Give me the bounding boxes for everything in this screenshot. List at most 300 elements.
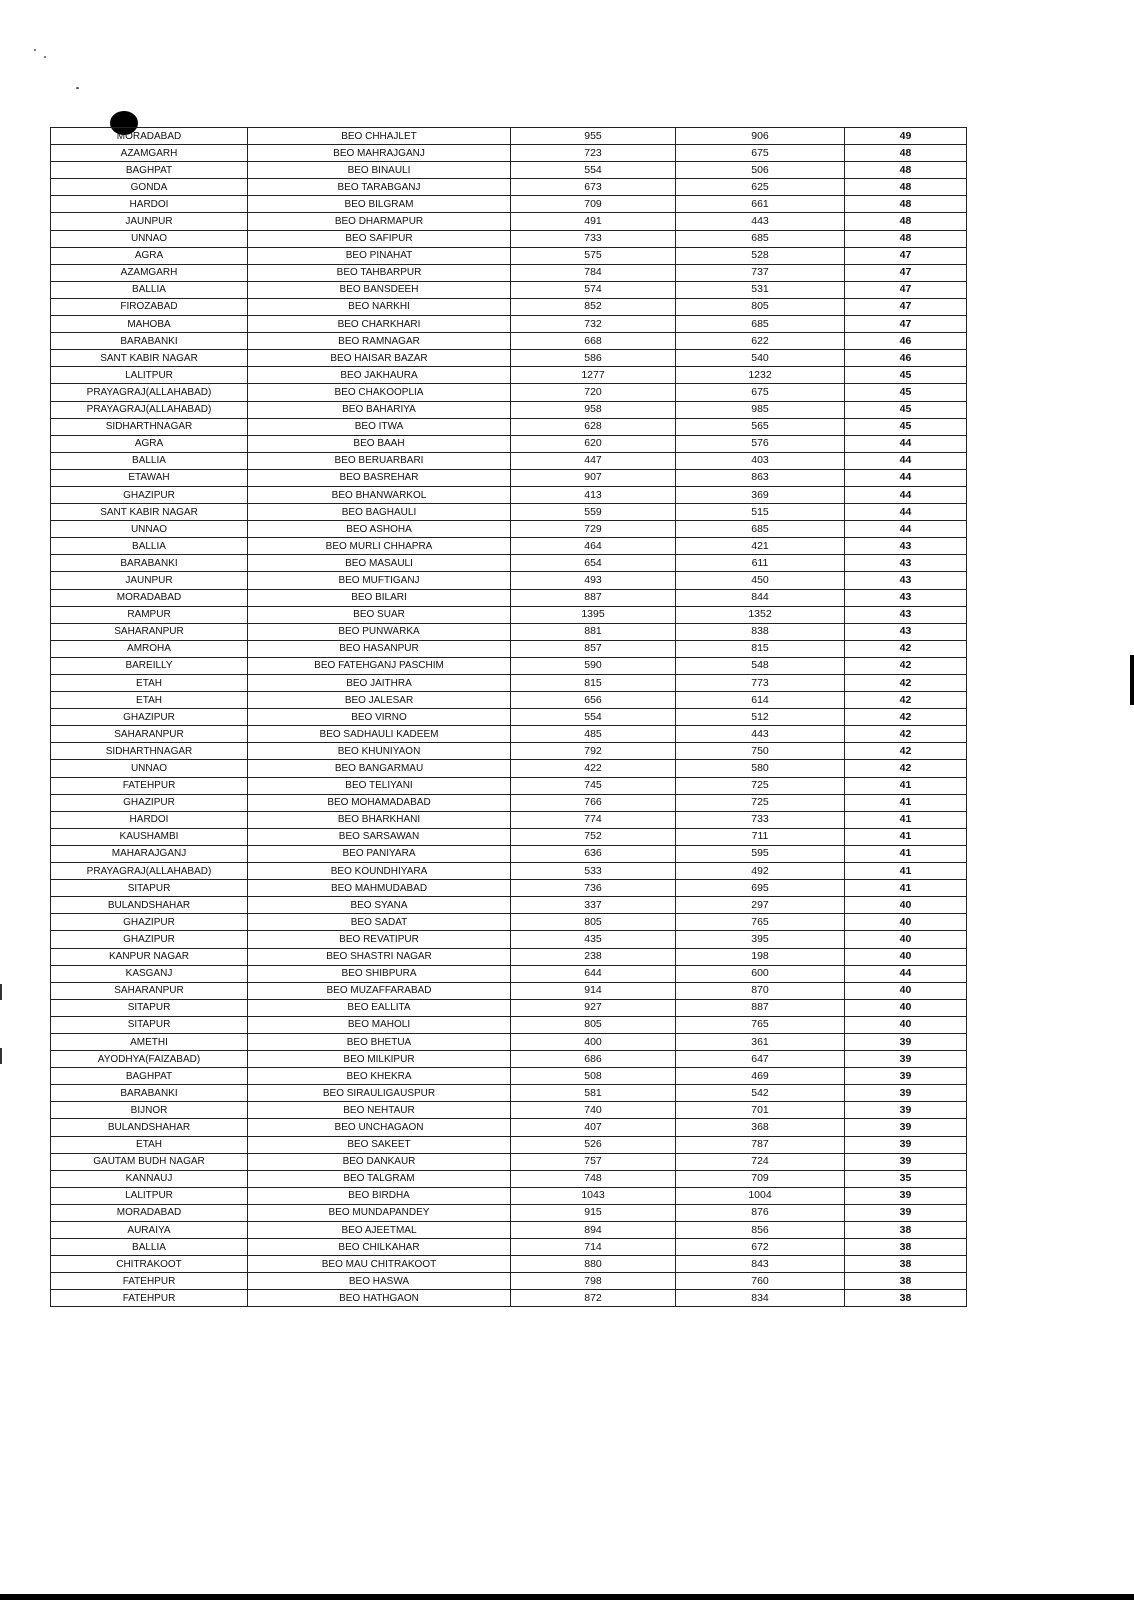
difference-cell: 41 bbox=[845, 811, 967, 828]
value-b-cell: 838 bbox=[676, 623, 845, 640]
block-cell: BEO CHARKHARI bbox=[248, 316, 511, 333]
table-row bbox=[51, 213, 967, 230]
value-a-cell: 668 bbox=[511, 333, 676, 350]
table-row bbox=[51, 794, 967, 811]
table-row bbox=[51, 435, 967, 452]
district-cell: GAUTAM BUDH NAGAR bbox=[51, 1153, 248, 1170]
block-cell: BEO MURLI CHHAPRA bbox=[248, 538, 511, 555]
district-cell: GHAZIPUR bbox=[51, 931, 248, 948]
block-cell: BEO MILKIPUR bbox=[248, 1051, 511, 1068]
table-row bbox=[51, 555, 967, 572]
difference-cell: 39 bbox=[845, 1085, 967, 1102]
block-cell: BEO TARABGANJ bbox=[248, 179, 511, 196]
district-cell: ETAH bbox=[51, 692, 248, 709]
difference-cell: 39 bbox=[845, 1187, 967, 1204]
district-cell: CHITRAKOOT bbox=[51, 1256, 248, 1273]
value-a-cell: 745 bbox=[511, 777, 676, 794]
table-row bbox=[51, 1239, 967, 1256]
value-b-cell: 685 bbox=[676, 521, 845, 538]
table-row bbox=[51, 606, 967, 623]
value-b-cell: 805 bbox=[676, 298, 845, 315]
value-a-cell: 554 bbox=[511, 709, 676, 726]
district-cell: KANPUR NAGAR bbox=[51, 948, 248, 965]
block-cell: BEO BILARI bbox=[248, 589, 511, 606]
value-a-cell: 1395 bbox=[511, 606, 676, 623]
value-a-cell: 955 bbox=[511, 128, 676, 145]
value-b-cell: 725 bbox=[676, 777, 845, 794]
value-a-cell: 740 bbox=[511, 1102, 676, 1119]
district-cell: BALLIA bbox=[51, 1239, 248, 1256]
district-cell: PRAYAGRAJ(ALLAHABAD) bbox=[51, 863, 248, 880]
block-cell: BEO SYANA bbox=[248, 897, 511, 914]
block-cell: BEO KOUNDHIYARA bbox=[248, 863, 511, 880]
value-a-cell: 709 bbox=[511, 196, 676, 213]
value-b-cell: 647 bbox=[676, 1051, 845, 1068]
difference-cell: 44 bbox=[845, 452, 967, 469]
value-b-cell: 297 bbox=[676, 897, 845, 914]
value-a-cell: 464 bbox=[511, 538, 676, 555]
difference-cell: 46 bbox=[845, 350, 967, 367]
district-cell: AZAMGARH bbox=[51, 264, 248, 281]
difference-cell: 48 bbox=[845, 196, 967, 213]
value-b-cell: 876 bbox=[676, 1204, 845, 1221]
district-cell: SAHARANPUR bbox=[51, 982, 248, 999]
difference-cell: 39 bbox=[845, 1102, 967, 1119]
difference-cell: 43 bbox=[845, 572, 967, 589]
value-b-cell: 580 bbox=[676, 760, 845, 777]
block-cell: BEO AJEETMAL bbox=[248, 1222, 511, 1239]
table-row bbox=[51, 982, 967, 999]
table-row bbox=[51, 880, 967, 897]
value-b-cell: 843 bbox=[676, 1256, 845, 1273]
value-b-cell: 844 bbox=[676, 589, 845, 606]
value-a-cell: 815 bbox=[511, 675, 676, 692]
block-cell: BEO MAU CHITRAKOOT bbox=[248, 1256, 511, 1273]
table-row bbox=[51, 897, 967, 914]
value-a-cell: 407 bbox=[511, 1119, 676, 1136]
table-row bbox=[51, 230, 967, 247]
district-cell: BAREILLY bbox=[51, 657, 248, 674]
difference-cell: 45 bbox=[845, 418, 967, 435]
table-row bbox=[51, 384, 967, 401]
block-cell: BEO BANGARMAU bbox=[248, 760, 511, 777]
district-cell: ETAH bbox=[51, 675, 248, 692]
district-cell: BIJNOR bbox=[51, 1102, 248, 1119]
table-row bbox=[51, 1273, 967, 1290]
table-row bbox=[51, 1170, 967, 1187]
value-b-cell: 773 bbox=[676, 675, 845, 692]
value-a-cell: 491 bbox=[511, 213, 676, 230]
value-a-cell: 413 bbox=[511, 486, 676, 503]
block-cell: BEO BHANWARKOL bbox=[248, 486, 511, 503]
block-cell: BEO MAHOLI bbox=[248, 1016, 511, 1033]
value-b-cell: 725 bbox=[676, 794, 845, 811]
difference-cell: 39 bbox=[845, 1204, 967, 1221]
block-cell: BEO SIRAULIGAUSPUR bbox=[248, 1085, 511, 1102]
value-b-cell: 887 bbox=[676, 999, 845, 1016]
value-a-cell: 400 bbox=[511, 1033, 676, 1050]
block-cell: BEO PANIYARA bbox=[248, 845, 511, 862]
value-a-cell: 798 bbox=[511, 1273, 676, 1290]
value-a-cell: 757 bbox=[511, 1153, 676, 1170]
block-cell: BEO HATHGAON bbox=[248, 1290, 511, 1307]
table-row bbox=[51, 1068, 967, 1085]
difference-cell: 38 bbox=[845, 1239, 967, 1256]
value-b-cell: 576 bbox=[676, 435, 845, 452]
difference-cell: 35 bbox=[845, 1170, 967, 1187]
district-cell: BAGHPAT bbox=[51, 1068, 248, 1085]
table-row bbox=[51, 162, 967, 179]
table-row bbox=[51, 914, 967, 931]
value-b-cell: 542 bbox=[676, 1085, 845, 1102]
value-b-cell: 1352 bbox=[676, 606, 845, 623]
block-cell: BEO CHILKAHAR bbox=[248, 1239, 511, 1256]
difference-cell: 38 bbox=[845, 1256, 967, 1273]
value-b-cell: 368 bbox=[676, 1119, 845, 1136]
table-row bbox=[51, 281, 967, 298]
value-a-cell: 574 bbox=[511, 281, 676, 298]
block-cell: BEO JAITHRA bbox=[248, 675, 511, 692]
scan-edge-mark bbox=[0, 1048, 2, 1064]
district-cell: UNNAO bbox=[51, 760, 248, 777]
value-a-cell: 723 bbox=[511, 145, 676, 162]
difference-cell: 45 bbox=[845, 401, 967, 418]
value-b-cell: 695 bbox=[676, 880, 845, 897]
value-b-cell: 443 bbox=[676, 213, 845, 230]
value-a-cell: 752 bbox=[511, 828, 676, 845]
value-b-cell: 361 bbox=[676, 1033, 845, 1050]
value-a-cell: 559 bbox=[511, 504, 676, 521]
value-b-cell: 685 bbox=[676, 230, 845, 247]
value-b-cell: 622 bbox=[676, 333, 845, 350]
difference-cell: 47 bbox=[845, 247, 967, 264]
block-cell: BEO REVATIPUR bbox=[248, 931, 511, 948]
district-cell: GHAZIPUR bbox=[51, 914, 248, 931]
district-cell: AMETHI bbox=[51, 1033, 248, 1050]
block-cell: BEO ITWA bbox=[248, 418, 511, 435]
table-row bbox=[51, 931, 967, 948]
difference-cell: 39 bbox=[845, 1136, 967, 1153]
block-cell: BEO ASHOHA bbox=[248, 521, 511, 538]
value-b-cell: 540 bbox=[676, 350, 845, 367]
difference-cell: 49 bbox=[845, 128, 967, 145]
difference-cell: 41 bbox=[845, 863, 967, 880]
table-row bbox=[51, 179, 967, 196]
table-row bbox=[51, 811, 967, 828]
value-a-cell: 907 bbox=[511, 469, 676, 486]
value-b-cell: 512 bbox=[676, 709, 845, 726]
table-row bbox=[51, 264, 967, 281]
block-cell: BEO BHETUA bbox=[248, 1033, 511, 1050]
value-b-cell: 625 bbox=[676, 179, 845, 196]
district-cell: AMROHA bbox=[51, 640, 248, 657]
table-row bbox=[51, 145, 967, 162]
block-cell: BEO KHEKRA bbox=[248, 1068, 511, 1085]
value-a-cell: 732 bbox=[511, 316, 676, 333]
difference-cell: 43 bbox=[845, 606, 967, 623]
difference-cell: 48 bbox=[845, 213, 967, 230]
difference-cell: 47 bbox=[845, 316, 967, 333]
value-b-cell: 906 bbox=[676, 128, 845, 145]
block-cell: BEO BIRDHA bbox=[248, 1187, 511, 1204]
scan-edge-mark bbox=[1130, 655, 1134, 705]
table-row bbox=[51, 1153, 967, 1170]
district-cell: BALLIA bbox=[51, 538, 248, 555]
value-a-cell: 485 bbox=[511, 726, 676, 743]
value-b-cell: 443 bbox=[676, 726, 845, 743]
district-cell: FATEHPUR bbox=[51, 777, 248, 794]
block-cell: BEO MAHMUDABAD bbox=[248, 880, 511, 897]
value-a-cell: 852 bbox=[511, 298, 676, 315]
difference-cell: 42 bbox=[845, 675, 967, 692]
block-cell: BEO BAGHAULI bbox=[248, 504, 511, 521]
difference-cell: 42 bbox=[845, 709, 967, 726]
district-cell: UNNAO bbox=[51, 230, 248, 247]
value-a-cell: 881 bbox=[511, 623, 676, 640]
value-b-cell: 492 bbox=[676, 863, 845, 880]
table-row bbox=[51, 521, 967, 538]
block-cell: BEO SARSAWAN bbox=[248, 828, 511, 845]
table-row bbox=[51, 726, 967, 743]
block-cell: BEO MUZAFFARABAD bbox=[248, 982, 511, 999]
block-cell: BEO FATEHGANJ PASCHIM bbox=[248, 657, 511, 674]
block-cell: BEO SADAT bbox=[248, 914, 511, 931]
difference-cell: 38 bbox=[845, 1273, 967, 1290]
value-b-cell: 421 bbox=[676, 538, 845, 555]
block-cell: BEO TAHBARPUR bbox=[248, 264, 511, 281]
block-cell: BEO MOHAMADABAD bbox=[248, 794, 511, 811]
district-cell: SITAPUR bbox=[51, 1016, 248, 1033]
district-cell: SITAPUR bbox=[51, 880, 248, 897]
difference-cell: 40 bbox=[845, 948, 967, 965]
value-a-cell: 792 bbox=[511, 743, 676, 760]
value-b-cell: 469 bbox=[676, 1068, 845, 1085]
difference-cell: 43 bbox=[845, 555, 967, 572]
district-cell: SAHARANPUR bbox=[51, 623, 248, 640]
value-a-cell: 736 bbox=[511, 880, 676, 897]
value-b-cell: 724 bbox=[676, 1153, 845, 1170]
district-cell: GONDA bbox=[51, 179, 248, 196]
district-cell: JAUNPUR bbox=[51, 572, 248, 589]
value-a-cell: 435 bbox=[511, 931, 676, 948]
block-cell: BEO SAKEET bbox=[248, 1136, 511, 1153]
table-row bbox=[51, 128, 967, 145]
table-row bbox=[51, 640, 967, 657]
table-row bbox=[51, 469, 967, 486]
difference-cell: 44 bbox=[845, 521, 967, 538]
value-a-cell: 686 bbox=[511, 1051, 676, 1068]
table-row bbox=[51, 247, 967, 264]
scan-bottom-edge bbox=[0, 1594, 1134, 1600]
block-cell: BEO UNCHAGAON bbox=[248, 1119, 511, 1136]
difference-cell: 42 bbox=[845, 760, 967, 777]
value-b-cell: 1232 bbox=[676, 367, 845, 384]
value-a-cell: 238 bbox=[511, 948, 676, 965]
table-row bbox=[51, 692, 967, 709]
table-row bbox=[51, 1187, 967, 1204]
district-cell: KASGANJ bbox=[51, 965, 248, 982]
value-a-cell: 422 bbox=[511, 760, 676, 777]
value-a-cell: 654 bbox=[511, 555, 676, 572]
table-row bbox=[51, 828, 967, 845]
district-cell: SANT KABIR NAGAR bbox=[51, 350, 248, 367]
block-cell: BEO MAHRAJGANJ bbox=[248, 145, 511, 162]
value-b-cell: 661 bbox=[676, 196, 845, 213]
value-b-cell: 856 bbox=[676, 1222, 845, 1239]
value-a-cell: 493 bbox=[511, 572, 676, 589]
value-a-cell: 1043 bbox=[511, 1187, 676, 1204]
value-b-cell: 750 bbox=[676, 743, 845, 760]
district-cell: FIROZABAD bbox=[51, 298, 248, 315]
block-cell: BEO BERUARBARI bbox=[248, 452, 511, 469]
value-a-cell: 894 bbox=[511, 1222, 676, 1239]
table-row bbox=[51, 675, 967, 692]
block-cell: BEO BHARKHANI bbox=[248, 811, 511, 828]
table-row bbox=[51, 863, 967, 880]
district-cell: KANNAUJ bbox=[51, 1170, 248, 1187]
difference-cell: 43 bbox=[845, 589, 967, 606]
district-cell: LALITPUR bbox=[51, 367, 248, 384]
value-b-cell: 870 bbox=[676, 982, 845, 999]
value-b-cell: 531 bbox=[676, 281, 845, 298]
table-row bbox=[51, 743, 967, 760]
district-cell: GHAZIPUR bbox=[51, 709, 248, 726]
block-cell: BEO BINAULI bbox=[248, 162, 511, 179]
table-row bbox=[51, 486, 967, 503]
district-cell: LALITPUR bbox=[51, 1187, 248, 1204]
district-cell: BALLIA bbox=[51, 281, 248, 298]
difference-cell: 40 bbox=[845, 999, 967, 1016]
value-b-cell: 863 bbox=[676, 469, 845, 486]
block-cell: BEO HASWA bbox=[248, 1273, 511, 1290]
table-row bbox=[51, 1119, 967, 1136]
value-b-cell: 515 bbox=[676, 504, 845, 521]
district-cell: BULANDSHAHAR bbox=[51, 1119, 248, 1136]
difference-cell: 48 bbox=[845, 230, 967, 247]
difference-cell: 40 bbox=[845, 897, 967, 914]
value-b-cell: 787 bbox=[676, 1136, 845, 1153]
value-a-cell: 915 bbox=[511, 1204, 676, 1221]
block-cell: BEO MUFTIGANJ bbox=[248, 572, 511, 589]
block-cell: BEO BANSDEEH bbox=[248, 281, 511, 298]
table-row bbox=[51, 196, 967, 213]
table-row bbox=[51, 845, 967, 862]
block-cell: BEO BAHARIYA bbox=[248, 401, 511, 418]
value-a-cell: 766 bbox=[511, 794, 676, 811]
table-row bbox=[51, 589, 967, 606]
block-cell: BEO VIRNO bbox=[248, 709, 511, 726]
value-a-cell: 805 bbox=[511, 914, 676, 931]
district-cell: SIDHARTHNAGAR bbox=[51, 418, 248, 435]
difference-cell: 42 bbox=[845, 657, 967, 674]
block-cell: BEO SAFIPUR bbox=[248, 230, 511, 247]
table-row bbox=[51, 1204, 967, 1221]
value-a-cell: 673 bbox=[511, 179, 676, 196]
value-b-cell: 765 bbox=[676, 1016, 845, 1033]
district-cell: SANT KABIR NAGAR bbox=[51, 504, 248, 521]
district-cell: KAUSHAMBI bbox=[51, 828, 248, 845]
value-b-cell: 733 bbox=[676, 811, 845, 828]
value-b-cell: 737 bbox=[676, 264, 845, 281]
value-a-cell: 575 bbox=[511, 247, 676, 264]
value-b-cell: 675 bbox=[676, 145, 845, 162]
value-b-cell: 395 bbox=[676, 931, 845, 948]
table-row bbox=[51, 1256, 967, 1273]
table-row bbox=[51, 760, 967, 777]
block-cell: BEO EALLITA bbox=[248, 999, 511, 1016]
value-a-cell: 857 bbox=[511, 640, 676, 657]
district-cell: UNNAO bbox=[51, 521, 248, 538]
value-b-cell: 711 bbox=[676, 828, 845, 845]
block-cell: BEO JALESAR bbox=[248, 692, 511, 709]
block-cell: BEO SHIBPURA bbox=[248, 965, 511, 982]
block-cell: BEO HASANPUR bbox=[248, 640, 511, 657]
value-a-cell: 656 bbox=[511, 692, 676, 709]
block-cell: BEO DHARMAPUR bbox=[248, 213, 511, 230]
block-cell: BEO KHUNIYAON bbox=[248, 743, 511, 760]
table-row bbox=[51, 777, 967, 794]
table-row bbox=[51, 333, 967, 350]
difference-cell: 40 bbox=[845, 931, 967, 948]
difference-cell: 39 bbox=[845, 1119, 967, 1136]
value-b-cell: 450 bbox=[676, 572, 845, 589]
value-a-cell: 872 bbox=[511, 1290, 676, 1307]
value-b-cell: 528 bbox=[676, 247, 845, 264]
value-b-cell: 1004 bbox=[676, 1187, 845, 1204]
table-row bbox=[51, 418, 967, 435]
value-b-cell: 709 bbox=[676, 1170, 845, 1187]
table-row bbox=[51, 709, 967, 726]
difference-cell: 46 bbox=[845, 333, 967, 350]
district-cell: HARDOI bbox=[51, 196, 248, 213]
difference-cell: 43 bbox=[845, 538, 967, 555]
table-row bbox=[51, 623, 967, 640]
value-a-cell: 636 bbox=[511, 845, 676, 862]
district-cell: GHAZIPUR bbox=[51, 486, 248, 503]
value-a-cell: 586 bbox=[511, 350, 676, 367]
block-cell: BEO JAKHAURA bbox=[248, 367, 511, 384]
table-row bbox=[51, 452, 967, 469]
value-b-cell: 701 bbox=[676, 1102, 845, 1119]
block-cell: BEO BASREHAR bbox=[248, 469, 511, 486]
value-a-cell: 533 bbox=[511, 863, 676, 880]
block-cell: BEO CHHAJLET bbox=[248, 128, 511, 145]
difference-cell: 42 bbox=[845, 726, 967, 743]
difference-cell: 39 bbox=[845, 1033, 967, 1050]
difference-cell: 48 bbox=[845, 162, 967, 179]
value-b-cell: 506 bbox=[676, 162, 845, 179]
value-b-cell: 834 bbox=[676, 1290, 845, 1307]
difference-cell: 41 bbox=[845, 794, 967, 811]
district-cell: PRAYAGRAJ(ALLAHABAD) bbox=[51, 384, 248, 401]
district-cell: RAMPUR bbox=[51, 606, 248, 623]
value-a-cell: 805 bbox=[511, 1016, 676, 1033]
district-cell: AURAIYA bbox=[51, 1222, 248, 1239]
value-b-cell: 403 bbox=[676, 452, 845, 469]
value-b-cell: 760 bbox=[676, 1273, 845, 1290]
table-row bbox=[51, 1051, 967, 1068]
difference-cell: 43 bbox=[845, 623, 967, 640]
block-cell: BEO TELIYANI bbox=[248, 777, 511, 794]
value-a-cell: 733 bbox=[511, 230, 676, 247]
block-cell: BEO BAAH bbox=[248, 435, 511, 452]
value-a-cell: 337 bbox=[511, 897, 676, 914]
table-row bbox=[51, 538, 967, 555]
block-cell: BEO MUNDAPANDEY bbox=[248, 1204, 511, 1221]
district-cell: AGRA bbox=[51, 435, 248, 452]
value-a-cell: 887 bbox=[511, 589, 676, 606]
value-a-cell: 1277 bbox=[511, 367, 676, 384]
